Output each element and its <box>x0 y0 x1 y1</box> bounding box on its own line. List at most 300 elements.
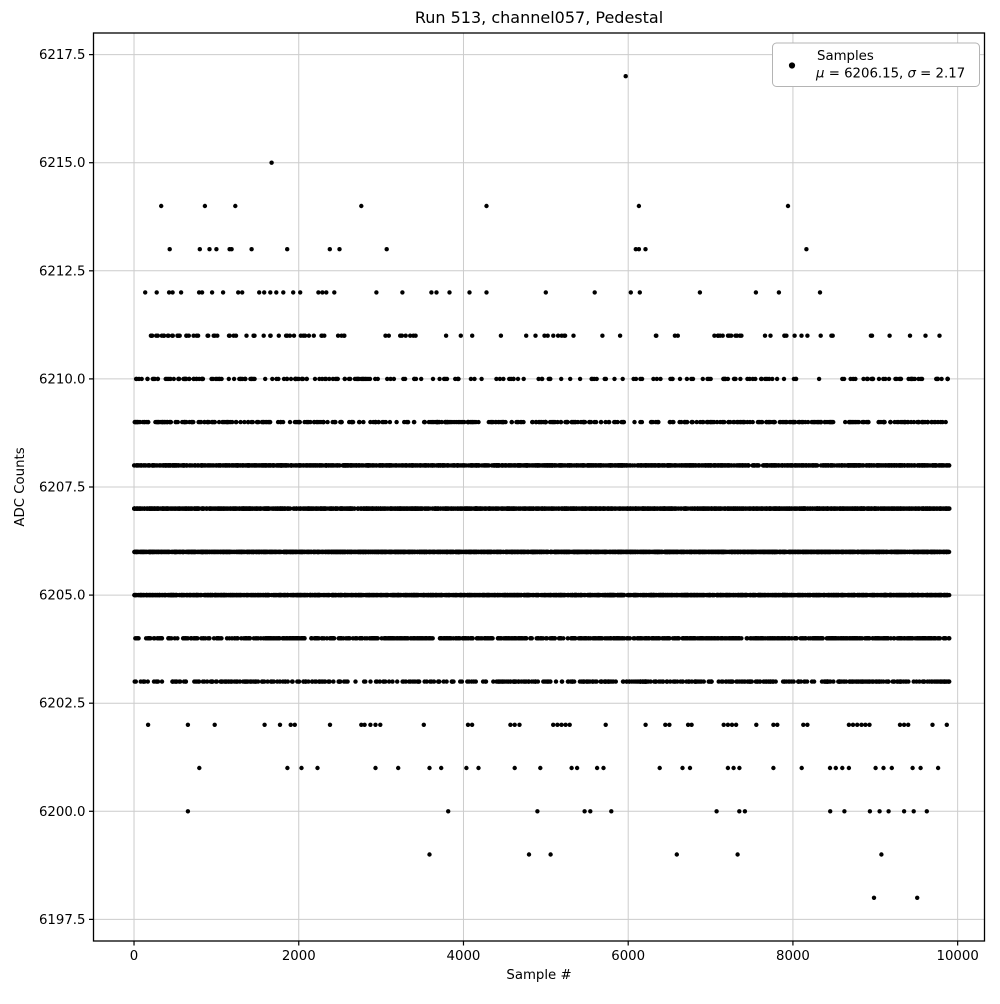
data-point <box>274 377 278 381</box>
data-point <box>420 506 424 510</box>
data-point <box>568 377 572 381</box>
data-point <box>889 463 893 467</box>
data-point <box>298 463 302 467</box>
data-point <box>467 506 471 510</box>
data-point <box>191 334 195 338</box>
data-point <box>733 463 737 467</box>
data-point <box>289 377 293 381</box>
data-point <box>281 290 285 294</box>
data-point <box>183 420 187 424</box>
data-point <box>339 420 343 424</box>
data-point <box>337 247 341 251</box>
data-point <box>925 506 929 510</box>
data-point <box>831 334 835 338</box>
data-point <box>372 463 376 467</box>
data-point <box>726 377 730 381</box>
data-point <box>565 506 569 510</box>
data-point <box>388 420 392 424</box>
data-point <box>522 506 526 510</box>
data-point <box>610 506 614 510</box>
data-point <box>602 506 606 510</box>
data-point <box>234 506 238 510</box>
data-point <box>738 420 742 424</box>
data-point <box>135 420 139 424</box>
data-point <box>903 420 907 424</box>
data-point <box>347 377 351 381</box>
data-point <box>404 334 408 338</box>
data-point <box>507 377 511 381</box>
data-point <box>186 506 190 510</box>
data-point <box>760 506 764 510</box>
data-point <box>251 377 255 381</box>
data-point <box>469 463 473 467</box>
data-point <box>431 377 435 381</box>
data-point <box>156 377 160 381</box>
data-point <box>577 506 581 510</box>
data-point <box>637 204 641 208</box>
data-point <box>398 463 402 467</box>
data-point <box>213 506 217 510</box>
data-point <box>700 420 704 424</box>
data-point <box>335 377 339 381</box>
data-point <box>853 377 857 381</box>
data-point <box>228 334 232 338</box>
data-point <box>414 377 418 381</box>
data-point <box>476 463 480 467</box>
data-point <box>566 463 570 467</box>
data-point <box>264 420 268 424</box>
data-point <box>199 463 203 467</box>
data-point <box>255 420 259 424</box>
data-point <box>800 506 804 510</box>
data-point <box>589 377 593 381</box>
data-point <box>657 463 661 467</box>
data-point <box>678 377 682 381</box>
data-point <box>277 334 281 338</box>
data-point <box>351 420 355 424</box>
data-point <box>717 463 721 467</box>
data-point <box>557 506 561 510</box>
data-point <box>827 420 831 424</box>
data-point <box>658 377 662 381</box>
data-point <box>692 506 696 510</box>
data-point <box>684 506 688 510</box>
data-point <box>793 463 797 467</box>
data-point <box>600 334 604 338</box>
data-point <box>377 506 381 510</box>
data-point <box>691 463 695 467</box>
data-point <box>748 420 752 424</box>
data-point <box>343 463 347 467</box>
data-point <box>755 463 759 467</box>
data-point <box>288 420 292 424</box>
data-point <box>777 290 781 294</box>
data-point <box>937 334 941 338</box>
data-point <box>621 377 625 381</box>
data-point <box>343 377 347 381</box>
data-point <box>589 506 593 510</box>
data-point <box>934 463 938 467</box>
data-point <box>312 463 316 467</box>
data-point <box>332 290 336 294</box>
data-point <box>559 420 563 424</box>
data-point <box>483 463 487 467</box>
data-point <box>764 506 768 510</box>
data-point <box>916 420 920 424</box>
data-point <box>300 377 304 381</box>
data-point <box>252 334 256 338</box>
data-point <box>435 420 439 424</box>
data-point <box>835 506 839 510</box>
data-point <box>155 290 159 294</box>
data-point <box>333 420 337 424</box>
data-point <box>537 420 541 424</box>
data-point <box>792 377 796 381</box>
data-point <box>511 463 515 467</box>
data-point <box>342 334 346 338</box>
data-point <box>618 506 622 510</box>
data-point <box>887 334 891 338</box>
data-point <box>865 377 869 381</box>
data-point <box>633 463 637 467</box>
data-point <box>179 290 183 294</box>
data-point <box>283 506 287 510</box>
data-point <box>452 463 456 467</box>
data-point <box>370 506 374 510</box>
data-point <box>842 377 846 381</box>
data-point <box>470 334 474 338</box>
data-point <box>263 506 267 510</box>
data-point <box>804 247 808 251</box>
data-point <box>263 377 267 381</box>
data-point <box>716 334 720 338</box>
data-point <box>285 247 289 251</box>
data-point <box>522 377 526 381</box>
data-point <box>550 463 554 467</box>
data-point <box>163 463 167 467</box>
data-point <box>503 506 507 510</box>
data-point <box>242 463 246 467</box>
data-point <box>206 463 210 467</box>
data-point <box>462 463 466 467</box>
data-point <box>274 290 278 294</box>
data-point <box>140 463 144 467</box>
data-point <box>772 506 776 510</box>
data-point <box>404 463 408 467</box>
data-point <box>177 377 181 381</box>
data-point <box>850 463 854 467</box>
data-point <box>682 420 686 424</box>
data-point <box>916 377 920 381</box>
data-point <box>448 506 452 510</box>
data-point <box>324 290 328 294</box>
data-point <box>149 334 153 338</box>
data-point <box>232 334 236 338</box>
data-point <box>799 334 803 338</box>
data-point <box>501 420 505 424</box>
data-point <box>831 420 835 424</box>
data-point <box>143 290 147 294</box>
data-point <box>632 420 636 424</box>
data-point <box>246 420 250 424</box>
data-point <box>853 506 857 510</box>
data-point <box>888 420 892 424</box>
data-point <box>705 377 709 381</box>
data-point <box>374 290 378 294</box>
data-point <box>712 420 716 424</box>
data-point <box>607 420 611 424</box>
data-point <box>268 334 272 338</box>
data-point <box>234 420 238 424</box>
data-point <box>320 290 324 294</box>
data-point <box>691 377 695 381</box>
data-point <box>782 506 786 510</box>
data-point <box>862 506 866 510</box>
data-point <box>313 377 317 381</box>
data-point <box>842 506 846 510</box>
data-point <box>433 506 437 510</box>
data-point <box>668 463 672 467</box>
data-point <box>594 506 598 510</box>
data-point <box>599 463 603 467</box>
data-point <box>831 463 835 467</box>
data-point <box>294 506 298 510</box>
data-point <box>846 463 850 467</box>
data-point <box>429 463 433 467</box>
data-point <box>445 377 449 381</box>
data-point <box>166 506 170 510</box>
data-point <box>318 506 322 510</box>
data-point <box>135 377 139 381</box>
data-point <box>816 506 820 510</box>
data-point <box>936 377 940 381</box>
data-point <box>947 463 951 467</box>
data-point <box>291 290 295 294</box>
data-point <box>366 463 370 467</box>
data-point <box>648 463 652 467</box>
data-point <box>672 506 676 510</box>
data-point <box>159 204 163 208</box>
data-point <box>529 506 533 510</box>
data-point <box>244 334 248 338</box>
data-point <box>293 377 297 381</box>
data-point <box>355 463 359 467</box>
data-point <box>497 420 501 424</box>
data-point <box>257 290 261 294</box>
data-point <box>389 463 393 467</box>
data-point <box>940 420 944 424</box>
data-point <box>787 420 791 424</box>
data-point <box>404 420 408 424</box>
data-point <box>408 506 412 510</box>
data-point <box>766 420 770 424</box>
data-point <box>198 247 202 251</box>
data-point <box>562 334 566 338</box>
data-point <box>288 334 292 338</box>
data-point <box>403 377 407 381</box>
data-point <box>877 377 881 381</box>
data-point <box>190 420 194 424</box>
data-point <box>510 420 514 424</box>
data-point <box>930 420 934 424</box>
data-point <box>470 420 474 424</box>
data-point <box>132 506 136 510</box>
data-point <box>546 334 550 338</box>
data-point <box>269 161 273 165</box>
data-point <box>494 506 498 510</box>
data-point <box>325 420 329 424</box>
data-point <box>603 377 607 381</box>
data-point <box>400 290 404 294</box>
data-point <box>229 247 233 251</box>
data-point <box>556 334 560 338</box>
data-point <box>876 420 880 424</box>
data-point <box>177 506 181 510</box>
data-point <box>356 506 360 510</box>
data-point <box>570 420 574 424</box>
data-point <box>479 377 483 381</box>
data-point <box>735 334 739 338</box>
data-point <box>307 334 311 338</box>
data-point <box>203 204 207 208</box>
data-point <box>559 377 563 381</box>
data-point <box>536 463 540 467</box>
data-point <box>218 463 222 467</box>
data-point <box>712 463 716 467</box>
data-point <box>419 377 423 381</box>
data-point <box>691 420 695 424</box>
data-point <box>398 334 402 338</box>
data-point <box>365 506 369 510</box>
data-point <box>721 377 725 381</box>
data-point <box>546 506 550 510</box>
data-point <box>293 463 297 467</box>
data-point <box>441 506 445 510</box>
data-point <box>219 506 223 510</box>
data-point <box>316 290 320 294</box>
data-point <box>869 334 873 338</box>
data-point <box>434 290 438 294</box>
data-point <box>252 463 256 467</box>
data-point <box>564 420 568 424</box>
data-point <box>394 420 398 424</box>
data-point <box>484 204 488 208</box>
data-point <box>530 420 534 424</box>
data-point <box>748 377 752 381</box>
data-point <box>447 290 451 294</box>
data-point <box>612 420 616 424</box>
data-point <box>698 290 702 294</box>
data-point <box>716 506 720 510</box>
data-point <box>810 463 814 467</box>
data-point <box>257 463 261 467</box>
data-point <box>347 506 351 510</box>
data-point <box>578 377 582 381</box>
data-point <box>655 506 659 510</box>
data-point <box>544 290 548 294</box>
data-point <box>284 463 288 467</box>
data-point <box>558 463 562 467</box>
data-point <box>447 420 451 424</box>
data-point <box>227 377 231 381</box>
data-point <box>777 506 781 510</box>
data-point <box>382 420 386 424</box>
data-point <box>685 377 689 381</box>
data-point <box>634 377 638 381</box>
data-point <box>249 247 253 251</box>
data-point <box>612 377 616 381</box>
data-point <box>246 506 250 510</box>
data-point <box>172 377 176 381</box>
data-point <box>740 506 744 510</box>
data-point <box>170 290 174 294</box>
data-point <box>168 247 172 251</box>
data-point <box>757 420 761 424</box>
data-point <box>536 377 540 381</box>
data-point <box>523 463 527 467</box>
data-point <box>686 463 690 467</box>
data-point <box>466 420 470 424</box>
data-point <box>756 506 760 510</box>
data-point <box>265 463 269 467</box>
data-point <box>865 463 869 467</box>
data-point <box>240 506 244 510</box>
data-point <box>843 420 847 424</box>
data-point <box>207 247 211 251</box>
data-point <box>160 420 164 424</box>
data-point <box>385 247 389 251</box>
data-point <box>444 334 448 338</box>
data-point <box>718 420 722 424</box>
data-point <box>893 420 897 424</box>
data-point <box>368 377 372 381</box>
data-point <box>484 290 488 294</box>
data-point <box>327 377 331 381</box>
data-point <box>677 506 681 510</box>
data-point <box>634 506 638 510</box>
data-point <box>467 290 471 294</box>
data-point <box>879 506 883 510</box>
data-point <box>371 420 375 424</box>
data-point <box>819 463 823 467</box>
data-point <box>593 290 597 294</box>
data-point <box>273 506 277 510</box>
data-point <box>491 420 495 424</box>
data-point <box>289 463 293 467</box>
data-point <box>167 377 171 381</box>
data-point <box>423 420 427 424</box>
data-point <box>823 420 827 424</box>
data-point <box>640 377 644 381</box>
data-point <box>640 420 644 424</box>
data-point <box>553 420 557 424</box>
data-point <box>158 506 162 510</box>
data-point <box>499 334 503 338</box>
data-point <box>668 420 672 424</box>
data-point <box>806 420 810 424</box>
data-point <box>735 506 739 510</box>
data-point <box>935 506 939 510</box>
data-point <box>733 377 737 381</box>
data-point <box>425 506 429 510</box>
data-point <box>196 463 200 467</box>
data-point <box>926 420 930 424</box>
data-point <box>305 506 309 510</box>
data-point <box>296 420 300 424</box>
data-point <box>824 463 828 467</box>
data-point <box>376 420 380 424</box>
data-point <box>668 377 672 381</box>
